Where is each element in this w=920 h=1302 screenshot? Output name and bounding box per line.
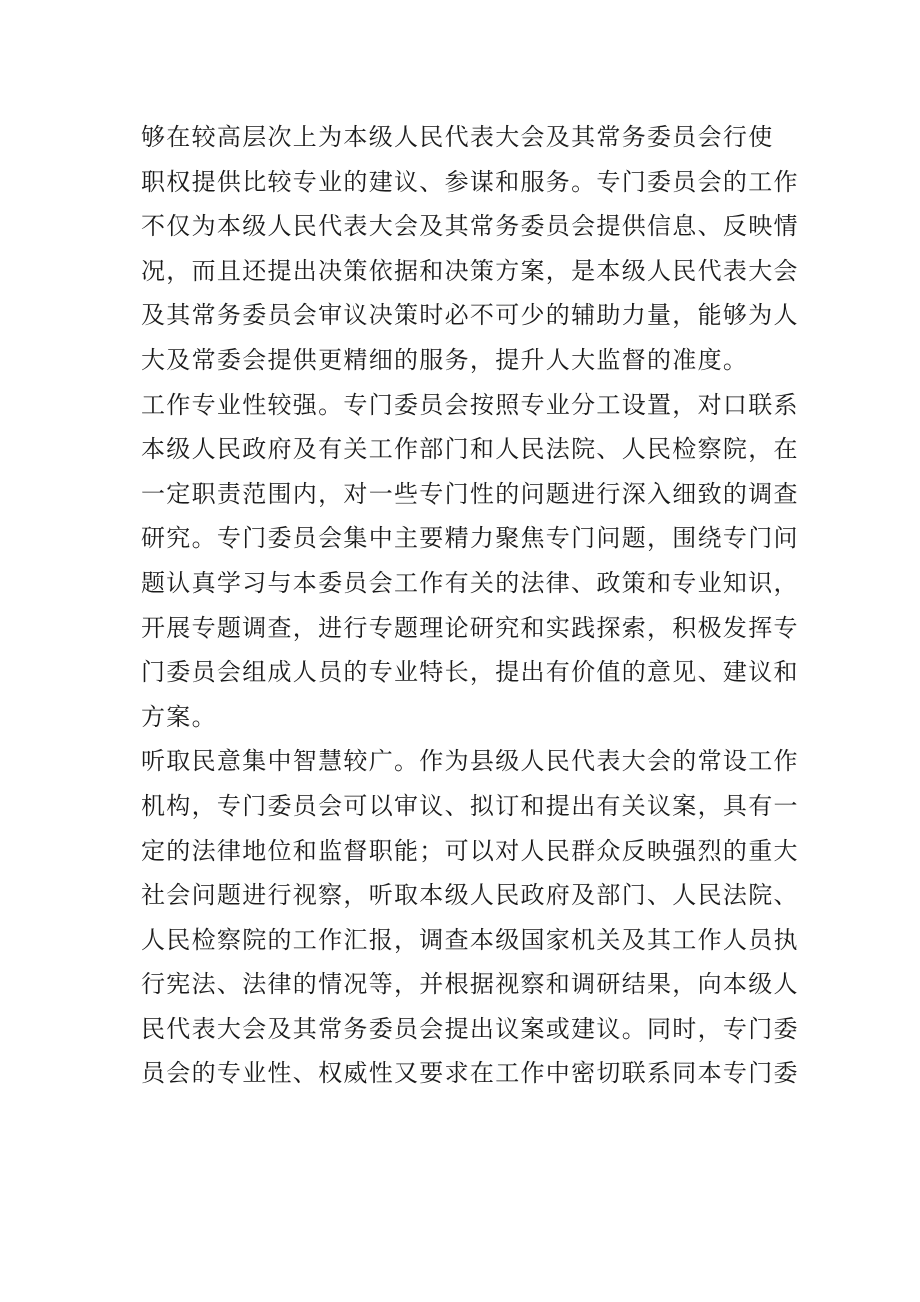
text-line: 开展专题调查，进行专题理论研究和实践探索，积极发挥专 [141, 613, 799, 642]
text-line: 够在较高层次上为本级人民代表大会及其常务委员会行使 [141, 123, 774, 151]
text-line: 一定职责范围内，对一些专门性的问题进行深入细致的调查 [141, 479, 799, 508]
text-line: 门委员会组成人员的专业特长，提出有价值的意见、建议和 [141, 658, 799, 687]
text-line: 题认真学习与本委员会工作有关的法律、政策和专业知识， [141, 568, 799, 597]
text-line: 员会的专业性、权威性又要求在工作中密切联系同本专门委 [141, 1059, 799, 1088]
text-line: 大及常委会提供更精细的服务，提升人大监督的准度。 [141, 345, 749, 374]
text-line: 本级人民政府及有关工作部门和人民法院、人民检察院，在 [141, 435, 799, 464]
text-line: 工作专业性较强。专门委员会按照专业分工设置，对口联系 [141, 390, 799, 419]
text-line: 不仅为本级人民代表大会及其常务委员会提供信息、反映情 [141, 212, 799, 241]
text-line: 定的法律地位和监督职能；可以对人民群众反映强烈的重大 [141, 836, 799, 865]
text-line: 听取民意集中智慧较广。作为县级人民代表大会的常设工作 [141, 747, 799, 776]
text-line: 及其常务委员会审议决策时必不可少的辅助力量，能够为人 [141, 301, 799, 330]
text-line: 行宪法、法律的情况等，并根据视察和调研结果，向本级人 [141, 970, 799, 999]
text-line: 方案。 [141, 702, 217, 731]
body-text [141, 115, 799, 1096]
text-line: 机构，专门委员会可以审议、拟订和提出有关议案，具有一 [141, 791, 799, 820]
text-line: 研究。专门委员会集中主要精力聚焦专门问题，围绕专门问 [141, 524, 799, 553]
text-line: 人民检察院的工作汇报，调查本级国家机关及其工作人员执 [141, 925, 799, 954]
text-line: 民代表大会及其常务委员会提出议案或建议。同时，专门委 [141, 1014, 799, 1043]
text-line: 况，而且还提出决策依据和决策方案，是本级人民代表大会 [141, 256, 799, 285]
text-line: 社会问题进行视察，听取本级人民政府及部门、人民法院、 [141, 881, 799, 910]
text-line: 职权提供比较专业的建议、参谋和服务。专门委员会的工作 [141, 167, 799, 196]
